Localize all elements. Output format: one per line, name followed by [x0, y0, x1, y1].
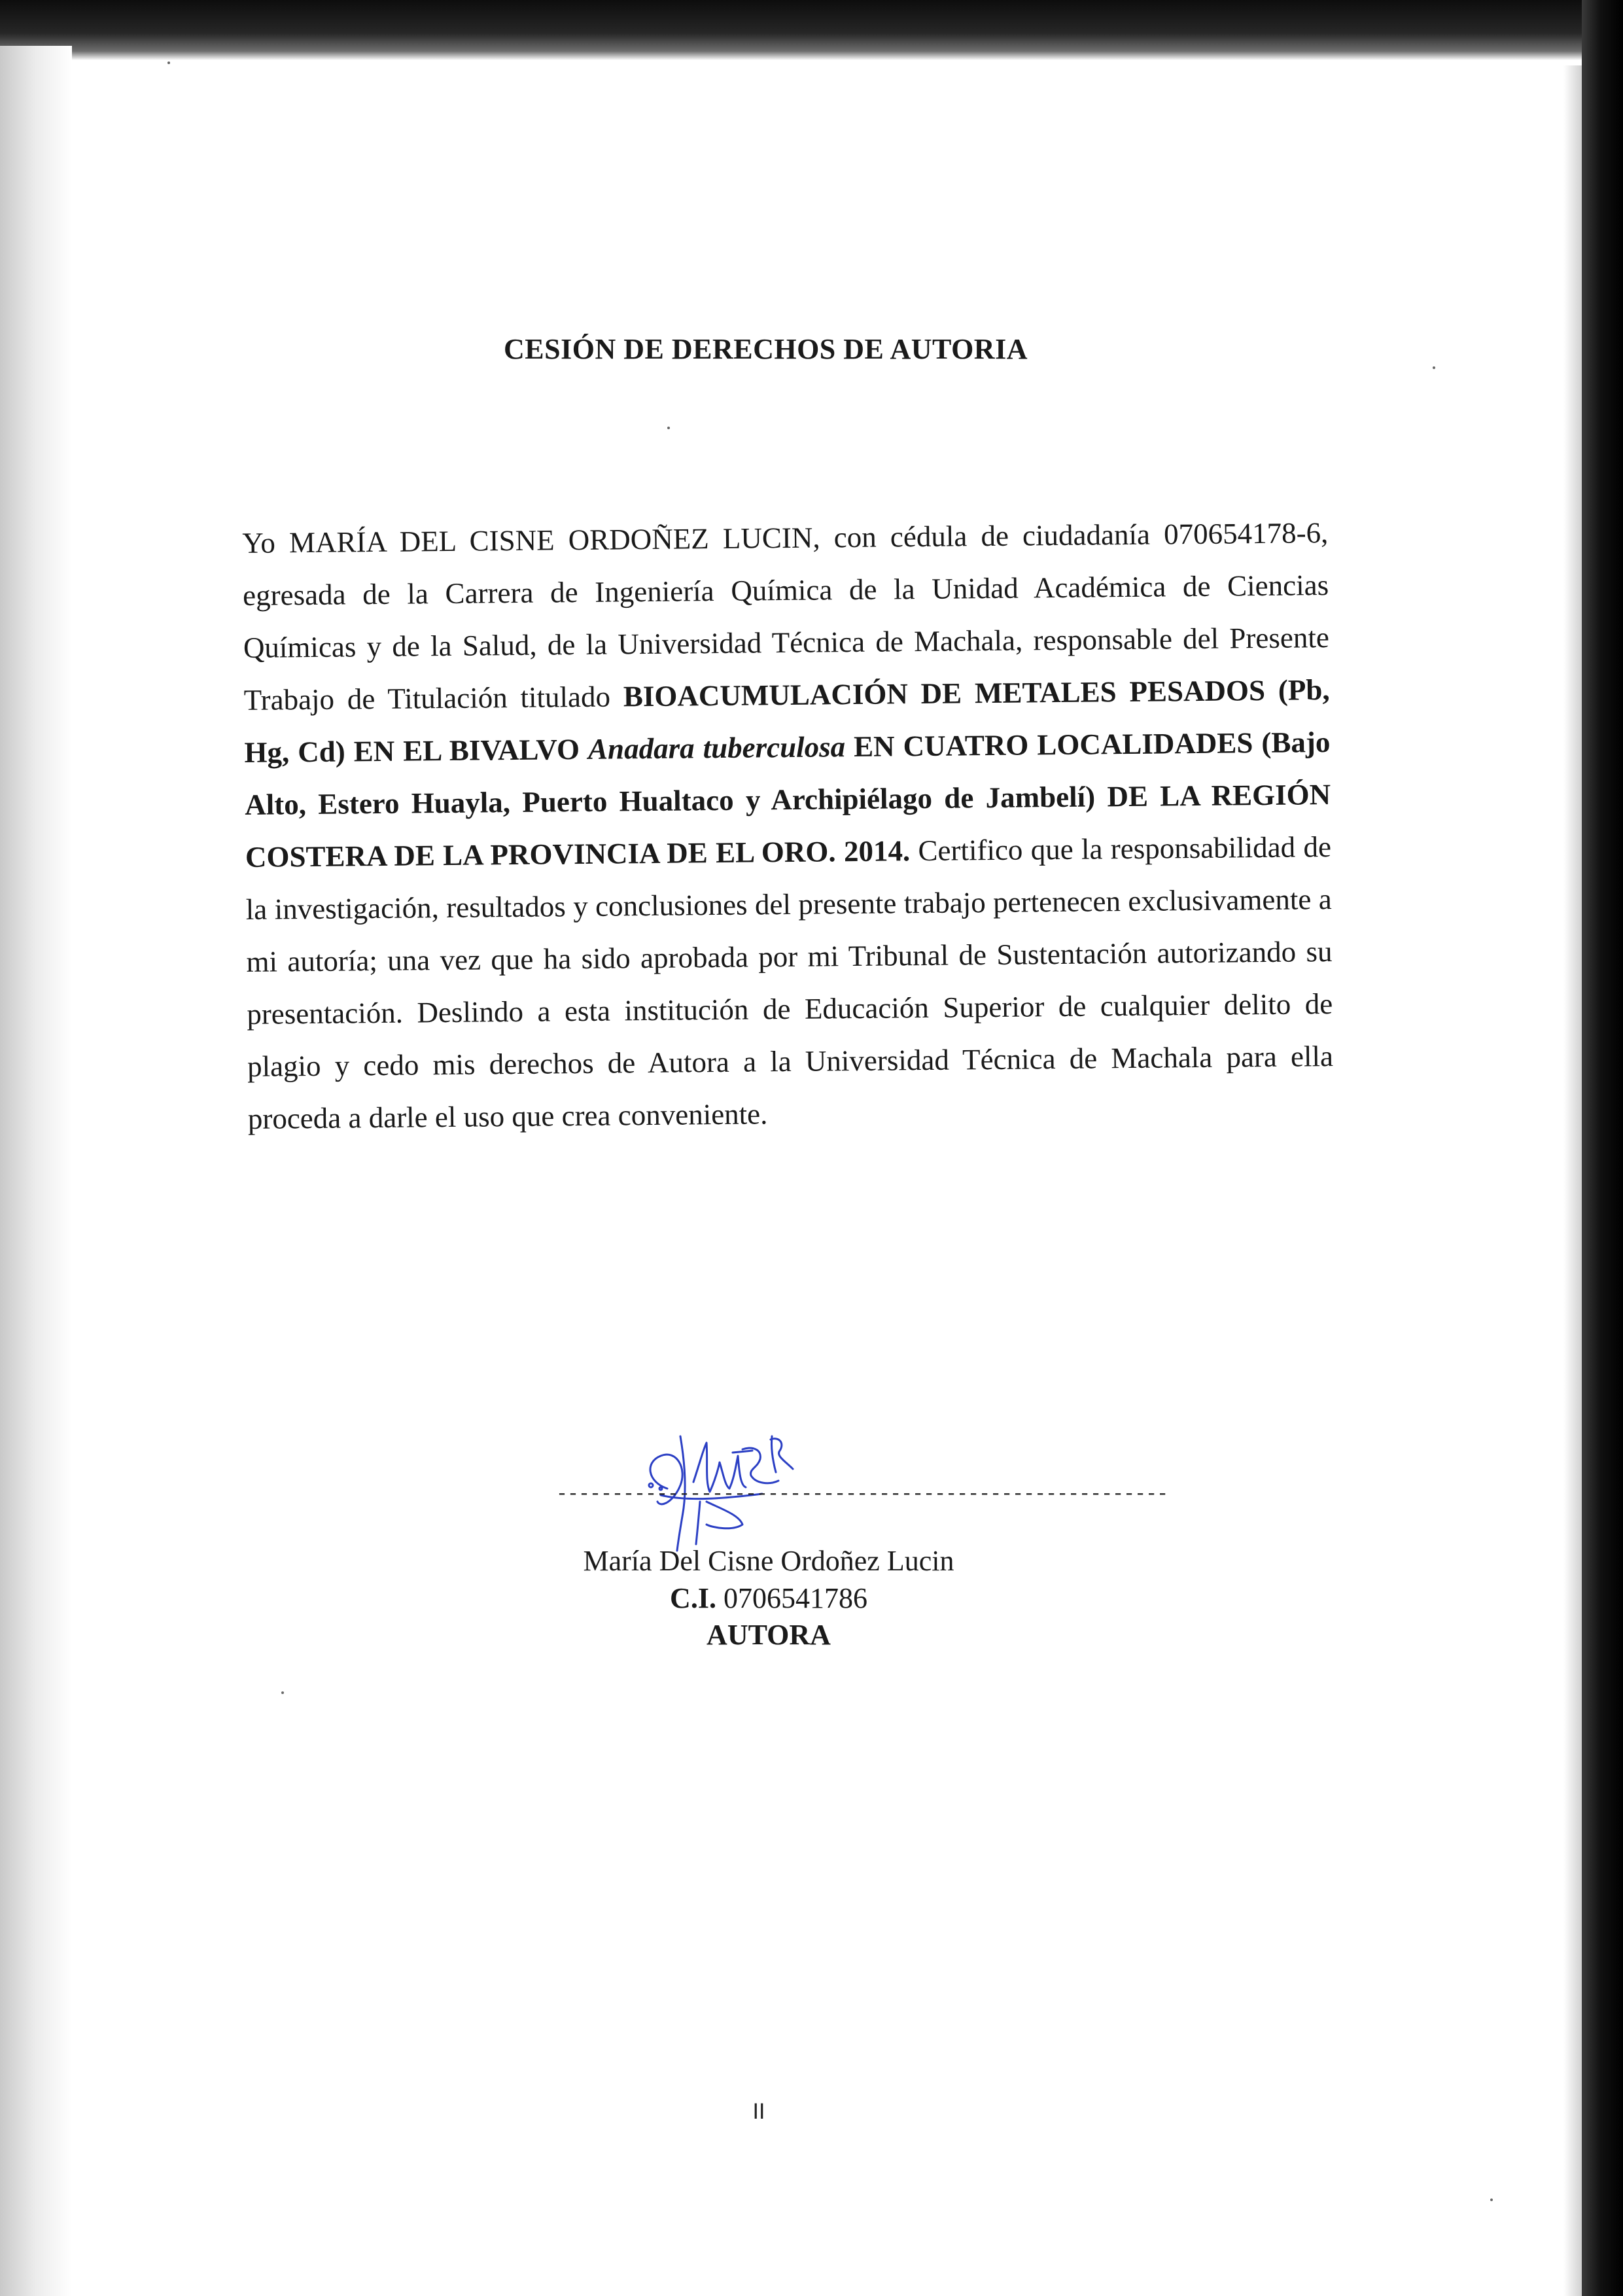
id-number: 0706541786 [716, 1582, 867, 1614]
scan-speck [281, 1691, 284, 1694]
thesis-title-part1: BIOACUMULACIÓN DE METALES PESADOS (Pb, Hg, Cd) EN EL BIVALVO [244, 673, 1330, 769]
thesis-title-part2: EN CUATRO LOCALIDADES (Bajo Alto, Estero Huayla, Puerto Hualtaco y Archipiélago de Jambelí) DE LA REGIÓN COSTERA DE LA PROVINCIA DE EL ORO. 2014. [244, 726, 1331, 874]
scan-edge-right-shadow [1563, 65, 1582, 2296]
scan-speck [1433, 366, 1435, 369]
scan-speck [667, 427, 670, 429]
signatory-name: María Del Cisne Ordoñez Lucin [583, 1545, 954, 1577]
paragraph-intro: Yo MARÍA DEL CISNE ORDOÑEZ LUCIN, con cédula de ciudadanía 070654178-6, egresada de la Carrera de Ingeniería Química de la Unidad Académica de Ciencias Químicas y de la Salud, de la Universidad Técnica de Machala, responsable del Presente Trabajo de Titulación titulado [242, 516, 1330, 716]
signatory-role: AUTORA [707, 1619, 831, 1651]
signature-line: ------------------------------------------------------- [556, 1483, 1168, 1506]
scan-speck [1490, 2199, 1493, 2201]
id-label: C.I. [670, 1582, 716, 1614]
signatory-id [556, 1581, 981, 1615]
declaration-paragraph [242, 506, 1334, 1145]
paragraph-certification: Certifico que la responsabilidad de la investigación, resultados y conclusiones del presente trabajo pertenecen exclusivamente a mi autoría; una vez que ha sido aprobada por mi Tribunal de Sustentación autorizando su presentación. Deslindo a esta institución de Educación Superior de cualquier delito de plagio y cedo mis derechos de Autora a la Universidad Técnica de Machala para ella proceda a darle el uso que crea conveniente. [245, 830, 1334, 1135]
species-name: Anadara tuberculosa [587, 730, 846, 766]
document-title: CESIÓN DE DERECHOS DE AUTORIA [504, 333, 1028, 365]
scan-edge-right [1582, 0, 1623, 2296]
scan-edge-top [0, 0, 1623, 60]
page-number: II [752, 2099, 765, 2124]
scan-edge-left [0, 46, 72, 2296]
scan-speck [167, 62, 170, 64]
